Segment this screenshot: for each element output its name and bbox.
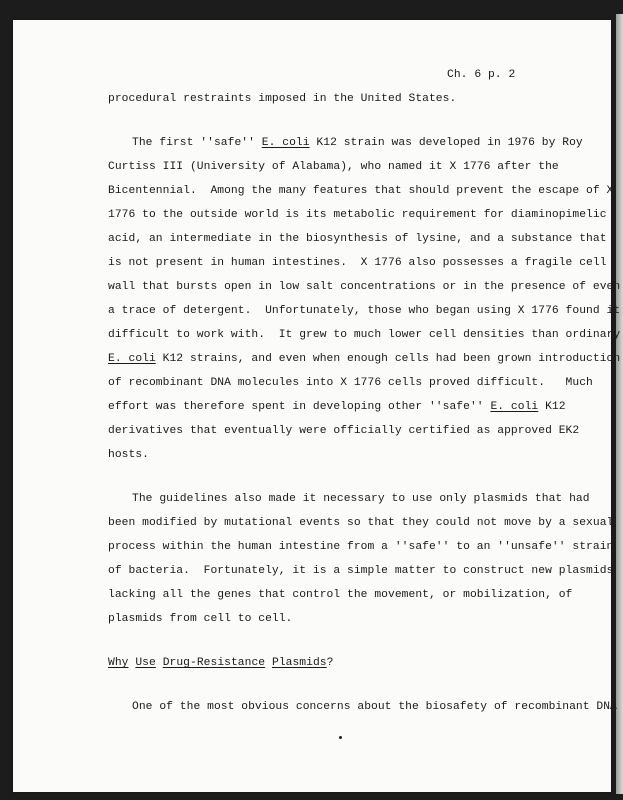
paragraph-0-line-1: procedural restraints imposed in the United States. [108, 93, 457, 105]
paragraph-2-line-1: The guidelines also made it necessary to use only plasmids that had [132, 493, 590, 505]
paragraph-1-line-12 [108, 400, 566, 414]
ecoli-term: E. coli [108, 353, 156, 365]
paragraph-1-line-3: Bicentennial. Among the many features that should prevent the escape of X [108, 185, 614, 197]
text-run: K12 [538, 401, 566, 413]
text-run: The first ''safe'' [132, 137, 262, 149]
paragraph-2-line-5: lacking all the genes that control the movement, or mobilization, of [108, 589, 573, 601]
text-run: K12 strains, and even when enough cells had been grown introduction [155, 353, 621, 365]
paragraph-2-line-6: plasmids from cell to cell. [108, 613, 293, 625]
page-mark [339, 736, 342, 739]
paragraph-1-line-1 [132, 136, 583, 150]
paragraph-1-line-8: a trace of detergent. Unfortunately, those who began using X 1776 found it [108, 305, 621, 317]
page-stack-edge [616, 14, 623, 794]
paragraph-1-line-10 [108, 352, 620, 366]
heading-word: Use [135, 657, 156, 669]
paragraph-2-line-4: of bacteria. Fortunately, it is a simple matter to construct new plasmids [108, 565, 614, 577]
ecoli-term: E. coli [490, 401, 539, 413]
paragraph-1-line-9: difficult to work with. It grew to much lower cell densities than ordinary [108, 329, 621, 341]
text-run: effort was therefore spent in developing other ''safe'' [108, 401, 491, 413]
paragraph-1-line-14: hosts. [108, 449, 149, 461]
section-heading [108, 656, 333, 670]
paragraph-1-line-4: 1776 to the outside world is its metabolic requirement for diaminopimelic [108, 209, 607, 221]
paragraph-1-line-2: Curtiss III (University of Alabama), who named it X 1776 after the [108, 161, 559, 173]
heading-word: Drug-Resistance [162, 657, 266, 669]
paragraph-2-line-3: process within the human intestine from a ''safe'' to an ''unsafe'' strain [108, 541, 614, 553]
heading-word: Plasmids [271, 657, 327, 669]
paragraph-1-line-5: acid, an intermediate in the biosynthesis of lysine, and a substance that [108, 233, 607, 245]
paragraph-1-line-7: wall that bursts open in low salt concentrations or in the presence of even [108, 281, 621, 293]
ecoli-term: E. coli [261, 137, 310, 149]
heading-word: Why [108, 657, 129, 669]
paragraph-1-line-6: is not present in human intestines. X 1776 also possesses a fragile cell [108, 257, 607, 269]
text-run: K12 strain was developed in 1976 by Roy [309, 137, 583, 149]
heading-question-mark: ? [326, 657, 334, 669]
paragraph-1-line-13: derivatives that eventually were officially certified as approved EK2 [108, 425, 580, 437]
paragraph-2-line-2: been modified by mutational events so that they could not move by a sexual [108, 517, 614, 529]
page-reference: Ch. 6 p. 2 [447, 69, 516, 81]
paragraph-1-line-11: of recombinant DNA molecules into X 1776 cells proved difficult. Much [108, 377, 593, 389]
paragraph-3-line-1: One of the most obvious concerns about the biosafety of recombinant DNA [132, 701, 617, 713]
